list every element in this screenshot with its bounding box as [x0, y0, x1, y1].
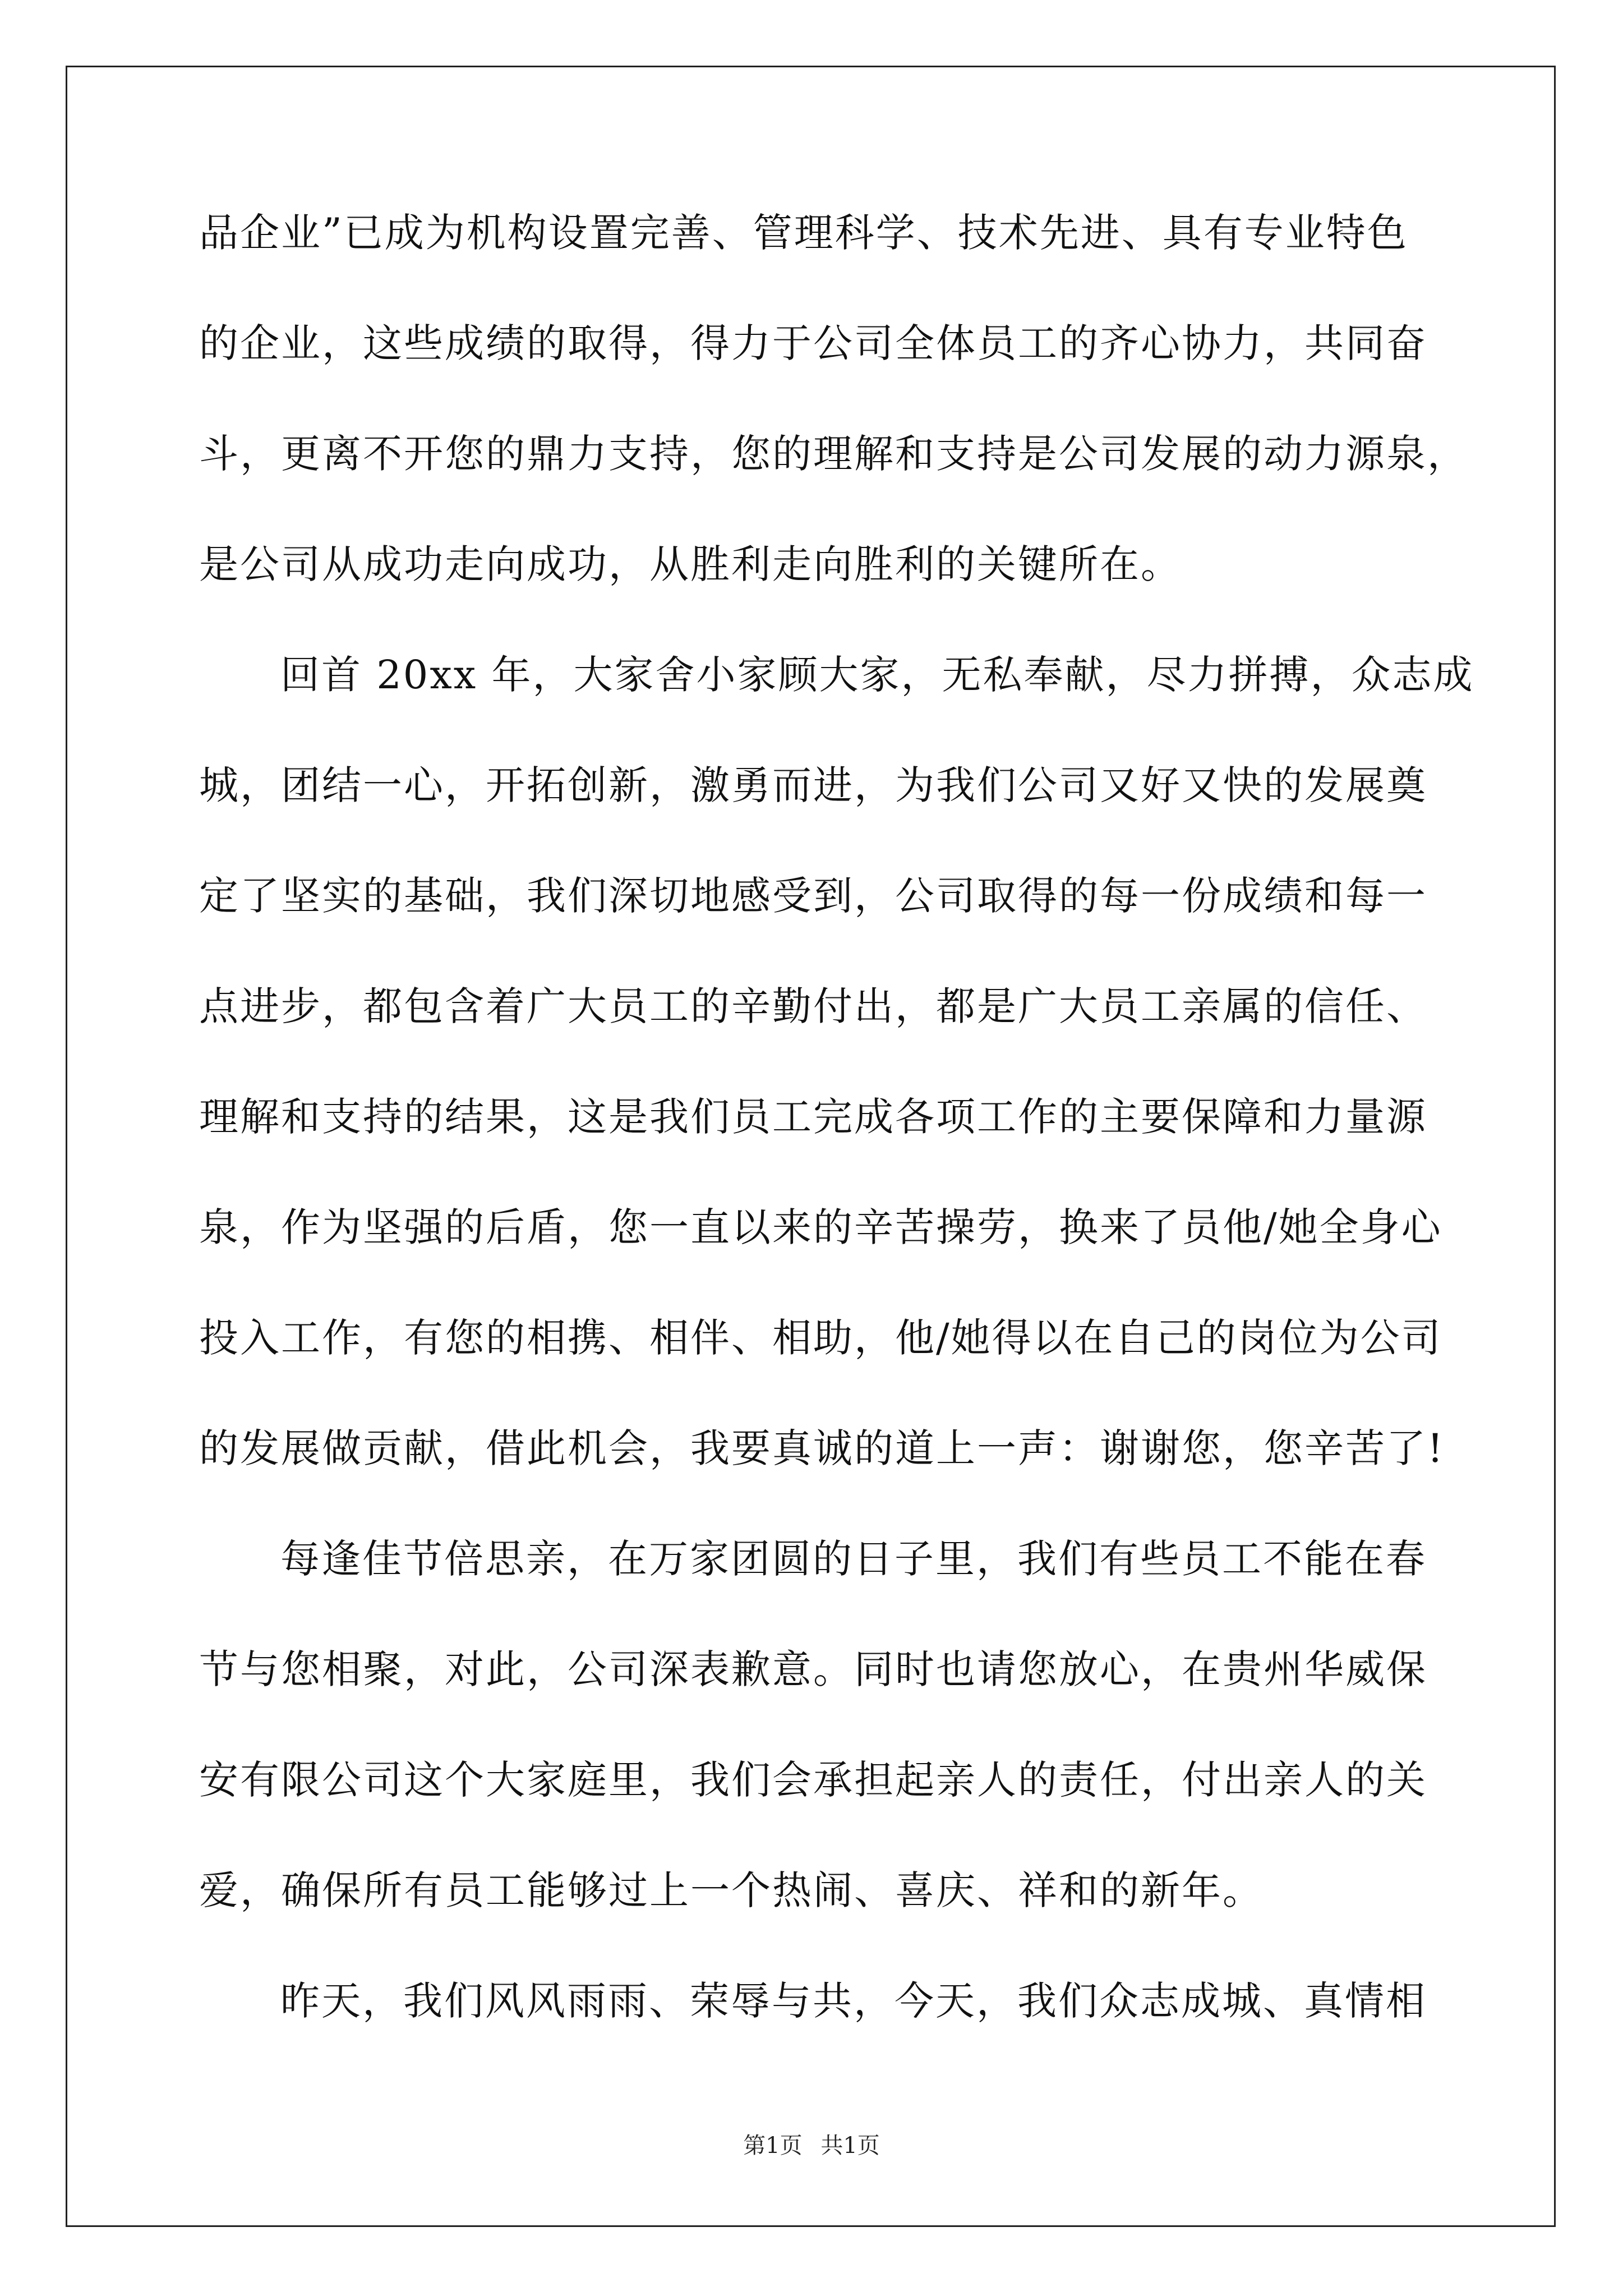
text-line: 是公司从成功走向成功，从胜利走向胜利的关键所在。 — [199, 541, 1182, 587]
text-line: 投入工作，有您的相携、相伴、相助，他/她得以在自己的岗位为公司 — [199, 1315, 1442, 1361]
text-line: 的企业，这些成绩的取得，得力于公司全体员工的齐心协力，共同奋 — [199, 320, 1427, 366]
text-line: 定了坚实的基础，我们深切地感受到，公司取得的每一份成绩和每一 — [199, 873, 1427, 919]
text-line: 节与您相聚，对此，公司深表歉意。同时也请您放心，在贵州华威保 — [199, 1646, 1427, 1692]
page-number-footer: 第1页 共1页 — [743, 2133, 880, 2159]
text-line: 品企业”已成为机构设置完善、管理科学、技术先进、具有专业特色 — [199, 210, 1408, 256]
paragraph-first-line: 回首 20xx 年，大家舍小家顾大家，无私奉献，尽力拼搏，众志成 — [280, 652, 1474, 698]
text-line: 斗，更离不开您的鼎力支持，您的理解和支持是公司发展的动力源泉， — [199, 431, 1468, 477]
paragraph-first-line: 每逢佳节倍思亲，在万家团圆的日子里，我们有些员工不能在春 — [280, 1536, 1427, 1582]
text-line: 点进步，都包含着广大员工的辛勤付出，都是广大员工亲属的信任、 — [199, 983, 1427, 1029]
text-line: 理解和支持的结果，这是我们员工完成各项工作的主要保障和力量源 — [199, 1094, 1427, 1140]
text-line: 的发展做贡献，借此机会，我要真诚的道上一声：谢谢您，您辛苦了! — [199, 1425, 1445, 1471]
paragraph-first-line: 昨天，我们风风雨雨、荣辱与共，今天，我们众志成城、真情相 — [280, 1978, 1427, 2024]
text-line: 爱，确保所有员工能够过上一个热闹、喜庆、祥和的新年。 — [199, 1867, 1264, 1913]
text-line: 城，团结一心，开拓创新，激勇而进，为我们公司又好又快的发展奠 — [199, 762, 1427, 808]
text-line: 泉，作为坚强的后盾，您一直以来的辛苦操劳，换来了员他/她全身心 — [199, 1204, 1442, 1250]
text-line: 安有限公司这个大家庭里，我们会承担起亲人的责任，付出亲人的关 — [199, 1757, 1427, 1803]
